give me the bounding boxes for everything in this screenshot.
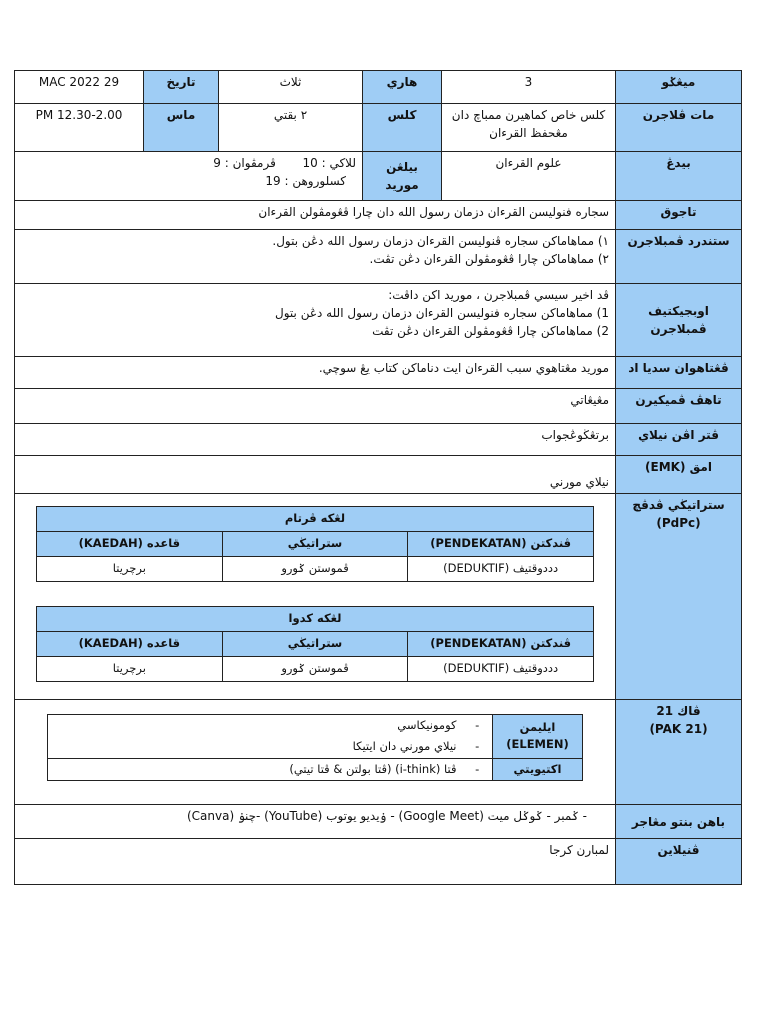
standard-item: ١) مماهاماکن سجاره ڤنوليسن القرءان دزمان رسول الله دڠن بتول. — [272, 234, 609, 248]
bidang-label: بيدڠ — [616, 152, 742, 201]
cell-pendekatan: دددوقتيف (DEDUKTIF) — [408, 557, 594, 582]
header-pendekatan: ڤندكتن (PENDEKATAN) — [408, 632, 594, 657]
pak21-label — [616, 700, 742, 805]
cell-strategi: ڤموستن ݢورو — [222, 557, 408, 582]
tarikh-label: تاريخ — [144, 71, 219, 104]
objektif-item: 2) مماهاماکن چارا ڤڠومڤولن القرءان دڠن تڤت — [372, 324, 609, 338]
standard-list — [15, 230, 616, 284]
pak21-label-line1: ڤاك 21 — [656, 704, 701, 718]
emk-value: نيلاي مورني — [15, 456, 616, 494]
header-kaedah: قاعده (KAEDAH) — [37, 632, 223, 657]
penilaian-value: لمبارن كرجا — [15, 839, 616, 885]
objektif-label: اوبجيكتيف ڤمبلاجرن — [616, 284, 742, 357]
pengetahuan-value: موريد مڠتاهوي سبب القرءان ايت دناماکن کتاب يڠ سوچي. — [15, 357, 616, 389]
kelas-value: ٢ بقتي — [219, 104, 363, 152]
bullet-dash: - — [463, 715, 493, 737]
keseluruhan-count: کسلوروهن : 19 — [265, 174, 346, 188]
strategi-table-2 — [36, 606, 594, 682]
elemen-label: ايليمن (ELEMEN) — [493, 715, 583, 759]
objektif-list — [15, 284, 616, 357]
bullet-dash: - — [463, 736, 493, 758]
header-kaedah: قاعده (KAEDAH) — [37, 532, 223, 557]
elemen-item: كومونيكاسي — [48, 715, 463, 737]
bil-murid-values — [15, 152, 363, 201]
strategi-table-1 — [36, 506, 594, 582]
pak21-table — [47, 714, 583, 781]
standard-item: ٢) مماهاماکن چارا ڤڠومڤولن القرءان دڠن تڤت. — [369, 252, 609, 266]
hari-value: ثلاث — [219, 71, 363, 104]
objektif-intro: ڤد اخير سيسي ڤمبلاجرن ، موريد اکن داڤت: — [388, 288, 609, 302]
pak21-content — [15, 700, 616, 805]
mata-pelajaran-value: كلس خاص كماهيرن ممباچ دان مڠحفظ القرءان — [442, 104, 616, 152]
cell-strategi: ڤموستن ݢورو — [222, 657, 408, 682]
strategi-table-caption: لڠكه ڤرتام — [37, 507, 594, 532]
minggu-label: ميڠݢو — [616, 71, 742, 104]
nilai-label: ڤتر اڤن نيلاي — [616, 424, 742, 456]
tahap-value: مڠيڠاتي — [15, 389, 616, 424]
header-strategi: ستراتيڬي — [222, 632, 408, 657]
pengetahuan-label: ڤڠتاهوان سديا اد — [616, 357, 742, 389]
strategi-label: ستراتيڬي ڤدڤچ (PdPc) — [616, 494, 742, 700]
cell-pendekatan: دددوقتيف (DEDUKTIF) — [408, 657, 594, 682]
masa-value: 12.30-2.00 PM — [15, 104, 144, 152]
header-strategi: ستراتيڬي — [222, 532, 408, 557]
lesson-plan-table — [14, 70, 742, 885]
pak21-label-line2: (PAK 21) — [649, 722, 708, 736]
tarikh-value: 29 MAC 2022 — [15, 71, 144, 104]
nilai-value: برتڠڬوڠجواب — [15, 424, 616, 456]
tajuk-value: سجاره فنوليسن القرءان دزمان رسول الله دان چارا ڤڠومڤولن القرءان — [15, 201, 616, 230]
bahan-label: باهن بنتو مڠاجر — [616, 805, 742, 839]
aktiviti-value: ڤتا (i-think) (ڤتا بولتن & ڤتا تيتي) — [48, 758, 463, 780]
perempuan-count: ڤرمڤوان : 9 — [213, 156, 276, 170]
strategi-table-caption: لڠكه كدوا — [37, 607, 594, 632]
bullet-dash: - — [463, 758, 493, 780]
elemen-item: نيلاي مورني دان ايتيكا — [48, 736, 463, 758]
strategi-content — [15, 494, 616, 700]
standard-label: ستندرد ڤمبلاجرن — [616, 230, 742, 284]
penilaian-label: ڤنيلاين — [616, 839, 742, 885]
cell-kaedah: برچريتا — [37, 557, 223, 582]
header-pendekatan: ڤندكتن (PENDEKATAN) — [408, 532, 594, 557]
lelaki-count: للاکي : 10 — [302, 156, 356, 170]
tajuk-label: تاجوق — [616, 201, 742, 230]
bil-murid-label: بيلڠن موريد — [363, 152, 442, 201]
hari-label: هاري — [363, 71, 442, 104]
aktiviti-label: اكتيويتي — [493, 758, 583, 780]
tahap-label: تاهڤ ڤميکيرن — [616, 389, 742, 424]
cell-kaedah: برچريتا — [37, 657, 223, 682]
masa-label: ماس — [144, 104, 219, 152]
bidang-value: علوم القرءان — [442, 152, 616, 201]
emk-label: امق (EMK) — [616, 456, 742, 494]
minggu-value: 3 — [442, 71, 616, 104]
mata-pelajaran-label: مات ڤلاجرن — [616, 104, 742, 152]
kelas-label: كلس — [363, 104, 442, 152]
bahan-value: - ݢمبر - ݢوݢل ميت (Google Meet) - ۏيديو يوتوب (YouTube) -چنۏ (Canva) — [15, 805, 616, 839]
objektif-item: 1) مماهاماکن سجاره فنوليسن القرءان دزمان رسول الله دڠن بتول — [275, 306, 609, 320]
